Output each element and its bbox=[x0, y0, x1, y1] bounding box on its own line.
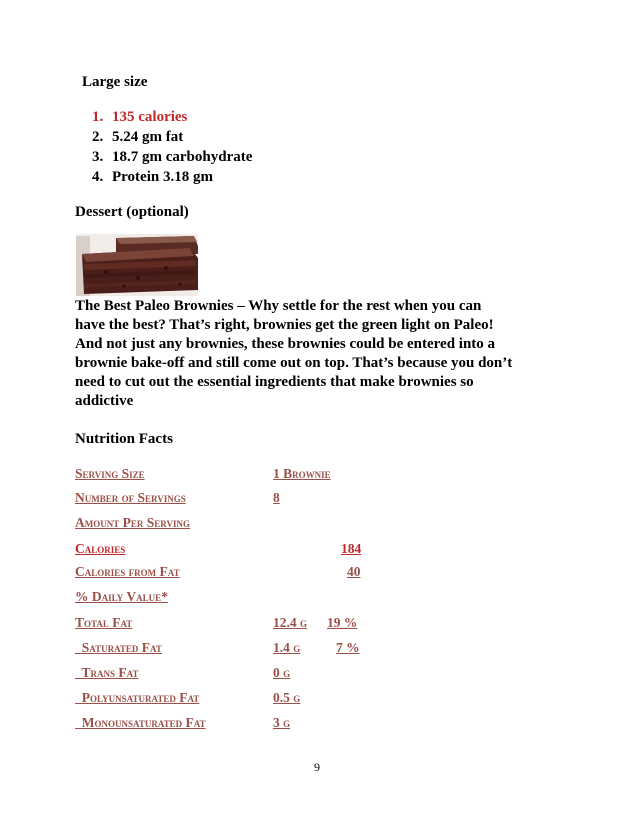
saturated-fat-percent: 7 % bbox=[336, 640, 360, 655]
description-line: have the best? That’s right, brownies get the green light on Paleo! bbox=[75, 317, 494, 333]
monounsaturated-fat-label: Monounsaturated Fat bbox=[75, 715, 206, 730]
total-fat-value: 12.4 g bbox=[273, 615, 308, 630]
number-of-servings-value: 8 bbox=[273, 490, 280, 505]
list-item-protein bbox=[92, 169, 213, 186]
trans-fat-label: Trans Fat bbox=[75, 665, 139, 680]
saturated-fat-label: Saturated Fat bbox=[75, 640, 162, 655]
total-fat-percent: 19 % bbox=[327, 615, 358, 630]
brownie-image bbox=[76, 234, 198, 296]
list-number: 3. bbox=[92, 149, 104, 165]
dessert-heading: Dessert (optional) bbox=[75, 204, 189, 220]
daily-value-label: % Daily Value* bbox=[75, 589, 168, 604]
calories-value: 184 bbox=[341, 541, 362, 556]
description-line: brownie bake-off and still come out on top. That’s because you don’t bbox=[75, 355, 513, 371]
list-text: Protein 3.18 gm bbox=[112, 169, 213, 185]
list-text: 18.7 gm carbohydrate bbox=[112, 149, 253, 165]
list-text: 5.24 gm fat bbox=[112, 129, 184, 145]
description-line: addictive bbox=[75, 393, 134, 409]
list-item-carbohydrate bbox=[92, 149, 252, 166]
calories-from-fat-label: Calories from Fat bbox=[75, 564, 180, 579]
large-size-heading: Large size bbox=[82, 74, 148, 90]
list-text: 135 calories bbox=[112, 109, 188, 125]
list-number: 2. bbox=[92, 129, 104, 145]
serving-size-label: Serving Size bbox=[75, 466, 145, 481]
description-line: need to cut out the essential ingredients that make brownies so bbox=[75, 374, 474, 390]
polyunsaturated-fat-label: Polyunsaturated Fat bbox=[75, 690, 200, 705]
description-line: The Best Paleo Brownies – Why settle for the rest when you can bbox=[75, 298, 482, 314]
monounsaturated-fat-value: 3 g bbox=[273, 715, 291, 730]
number-of-servings-label: Number of Servings bbox=[75, 490, 186, 505]
calories-from-fat-value: 40 bbox=[347, 564, 361, 579]
list-item-fat bbox=[92, 129, 183, 146]
description-line: And not just any brownies, these brownies could be entered into a bbox=[75, 336, 496, 352]
page-number: 9 bbox=[314, 760, 320, 774]
list-number: 4. bbox=[92, 169, 104, 185]
list-number: 1. bbox=[92, 109, 104, 125]
saturated-fat-value: 1.4 g bbox=[273, 640, 301, 655]
serving-size-value: 1 Brownie bbox=[273, 466, 331, 481]
list-item-calories bbox=[92, 109, 187, 126]
nutrition-facts-heading: Nutrition Facts bbox=[75, 431, 173, 447]
brownie-description bbox=[75, 297, 575, 411]
total-fat-label: Total Fat bbox=[75, 615, 133, 630]
polyunsaturated-fat-value: 0.5 g bbox=[273, 690, 301, 705]
amount-per-serving-label: Amount Per Serving bbox=[75, 515, 190, 530]
calories-label: Calories bbox=[75, 541, 126, 556]
trans-fat-value: 0 g bbox=[273, 665, 291, 680]
